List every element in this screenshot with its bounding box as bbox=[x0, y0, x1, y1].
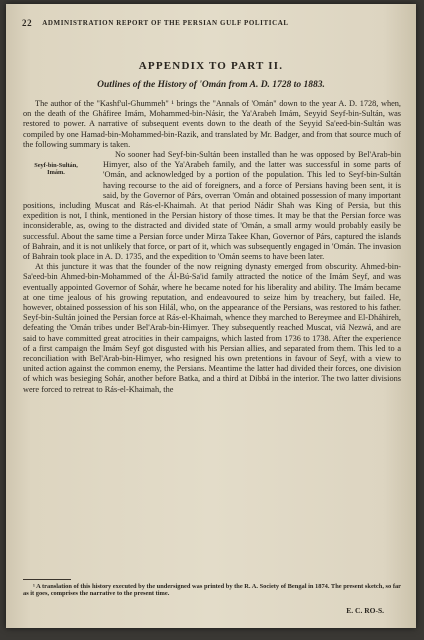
outline-title: Outlines of the History of 'Omán from A. D. 1728 to 1883. bbox=[97, 80, 325, 90]
appendix-title: APPENDIX TO PART II. bbox=[138, 60, 284, 72]
paragraph-3: At this juncture it was that the founder of the now reigning dynasty emerged from obscurity. Ahmed-bin-Sa'eed-bin Ahmed-bin-Mohammed of the Ál-Bú-Sa'id family attracted the notice of the Imám Seyf, and was eventually appointed Governor of Sohár, where he became noted for his liberality and ability. The Imám became at one time jealous of his growing reputation, and endeavoured to seize him by treachery, but failed. He, however, obtained possession of his son Hilál, who, on the appearance of the Persians, was restored to his father. Seyf-bin-Sultán joined the Persian force at Rás-el-Khaimah, whence they marched to Bereymee and El-Dháhireh, defeating the 'Omán tribes under Bel'Arab-bin-Himyer. They subsequently reached Muscat, viâ Nezwá, and are said to have committed great atrocities in their campaigns, which lasted from 1736 to 1738. After the experience of a first campaign the Imám Seyf got disgusted with his Persian allies, and separated from them. This led to a reconciliation with Bel'Arab-bin-Himyer, who resigned his own pretentions in favour of Seyf, with a view to united action against the common enemy, the Persians. Meantime the latter had divided their forces, one division of which was besieging Sohár, another before Batka, and a third at Dibbá in the interior. The two latter divisions were forced to retreat to Rás-el-Khaimah, the bbox=[23, 262, 401, 394]
body-text bbox=[23, 99, 401, 395]
margin-note bbox=[17, 162, 95, 196]
running-title: ADMINISTRATION REPORT OF THE PERSIAN GULF POLITICAL bbox=[42, 19, 289, 27]
page-number: 22 bbox=[22, 18, 33, 28]
running-head bbox=[22, 17, 402, 29]
footnote-rule bbox=[23, 579, 71, 580]
paragraph-1: The author of the "Kashf'ul-Ghummeh" ¹ brings the "Annals of 'Omán" down to the year A. D. 1728, when, on the death of the Gháfiree Imám, Mohammed-bin-Násir, the Ya'Arabeh Imám, Seyyid Seyf-bin-Sultán, was restored to power. A narrative of subsequent events down to the death of the Seyyid Sa'eed-bin-Sultán was compiled by one Hamad-bin-Mohammed-bin-Razik, and translated by Mr. Badger, and from that source much of the following summary is taken. bbox=[23, 99, 401, 149]
footnote: ¹ A translation of this history executed by the undersigned was printed by the R. A. Society of Bengal in 1874. The present sketch, so far as it goes, comprises the narrative to the present time. bbox=[23, 583, 401, 598]
signature: E. C. RO-S. bbox=[346, 606, 384, 615]
paragraph-2: No sooner had Seyf-bin-Sultán been installed than he was opposed by Bel'Arab-bin Himyer, also of the Ya'Arabeh family, and the latter was successful in some parts of 'Omán, and acknowledged by a portion of the population. This led to Seyf-bin-Sultán having recourse to the aid of foreigners, and a force of Persians having been sent, it is said, by the Governor of Párs, overran 'Omán and obtained possession of many important positions, including Muscat and Rás-el-Khaimah. At that period Nádir Shah was King of Persia, but this expedition is not, I think, mentioned in the Persian history of those times. It may be that the Persian force was inconsiderable, as, owing to the distracted and divided state of 'Omán, a small army would probably easily be successful. About the same time a Persian force under Mirza Takee Khan, Governor of Párs, captured the islands of Bahrain, and it is not unlikely that force, or part of it, which was subsequently engaged in 'Omán. The invasion of Bahrain took place in A. D. 1735, and the expedition to 'Omán seems to have been later. bbox=[23, 150, 401, 262]
margin-note-line-1: Seyf-bin-Sultán, bbox=[34, 162, 78, 170]
document-page bbox=[6, 4, 416, 628]
margin-note-line-2: Imám. bbox=[47, 169, 65, 177]
